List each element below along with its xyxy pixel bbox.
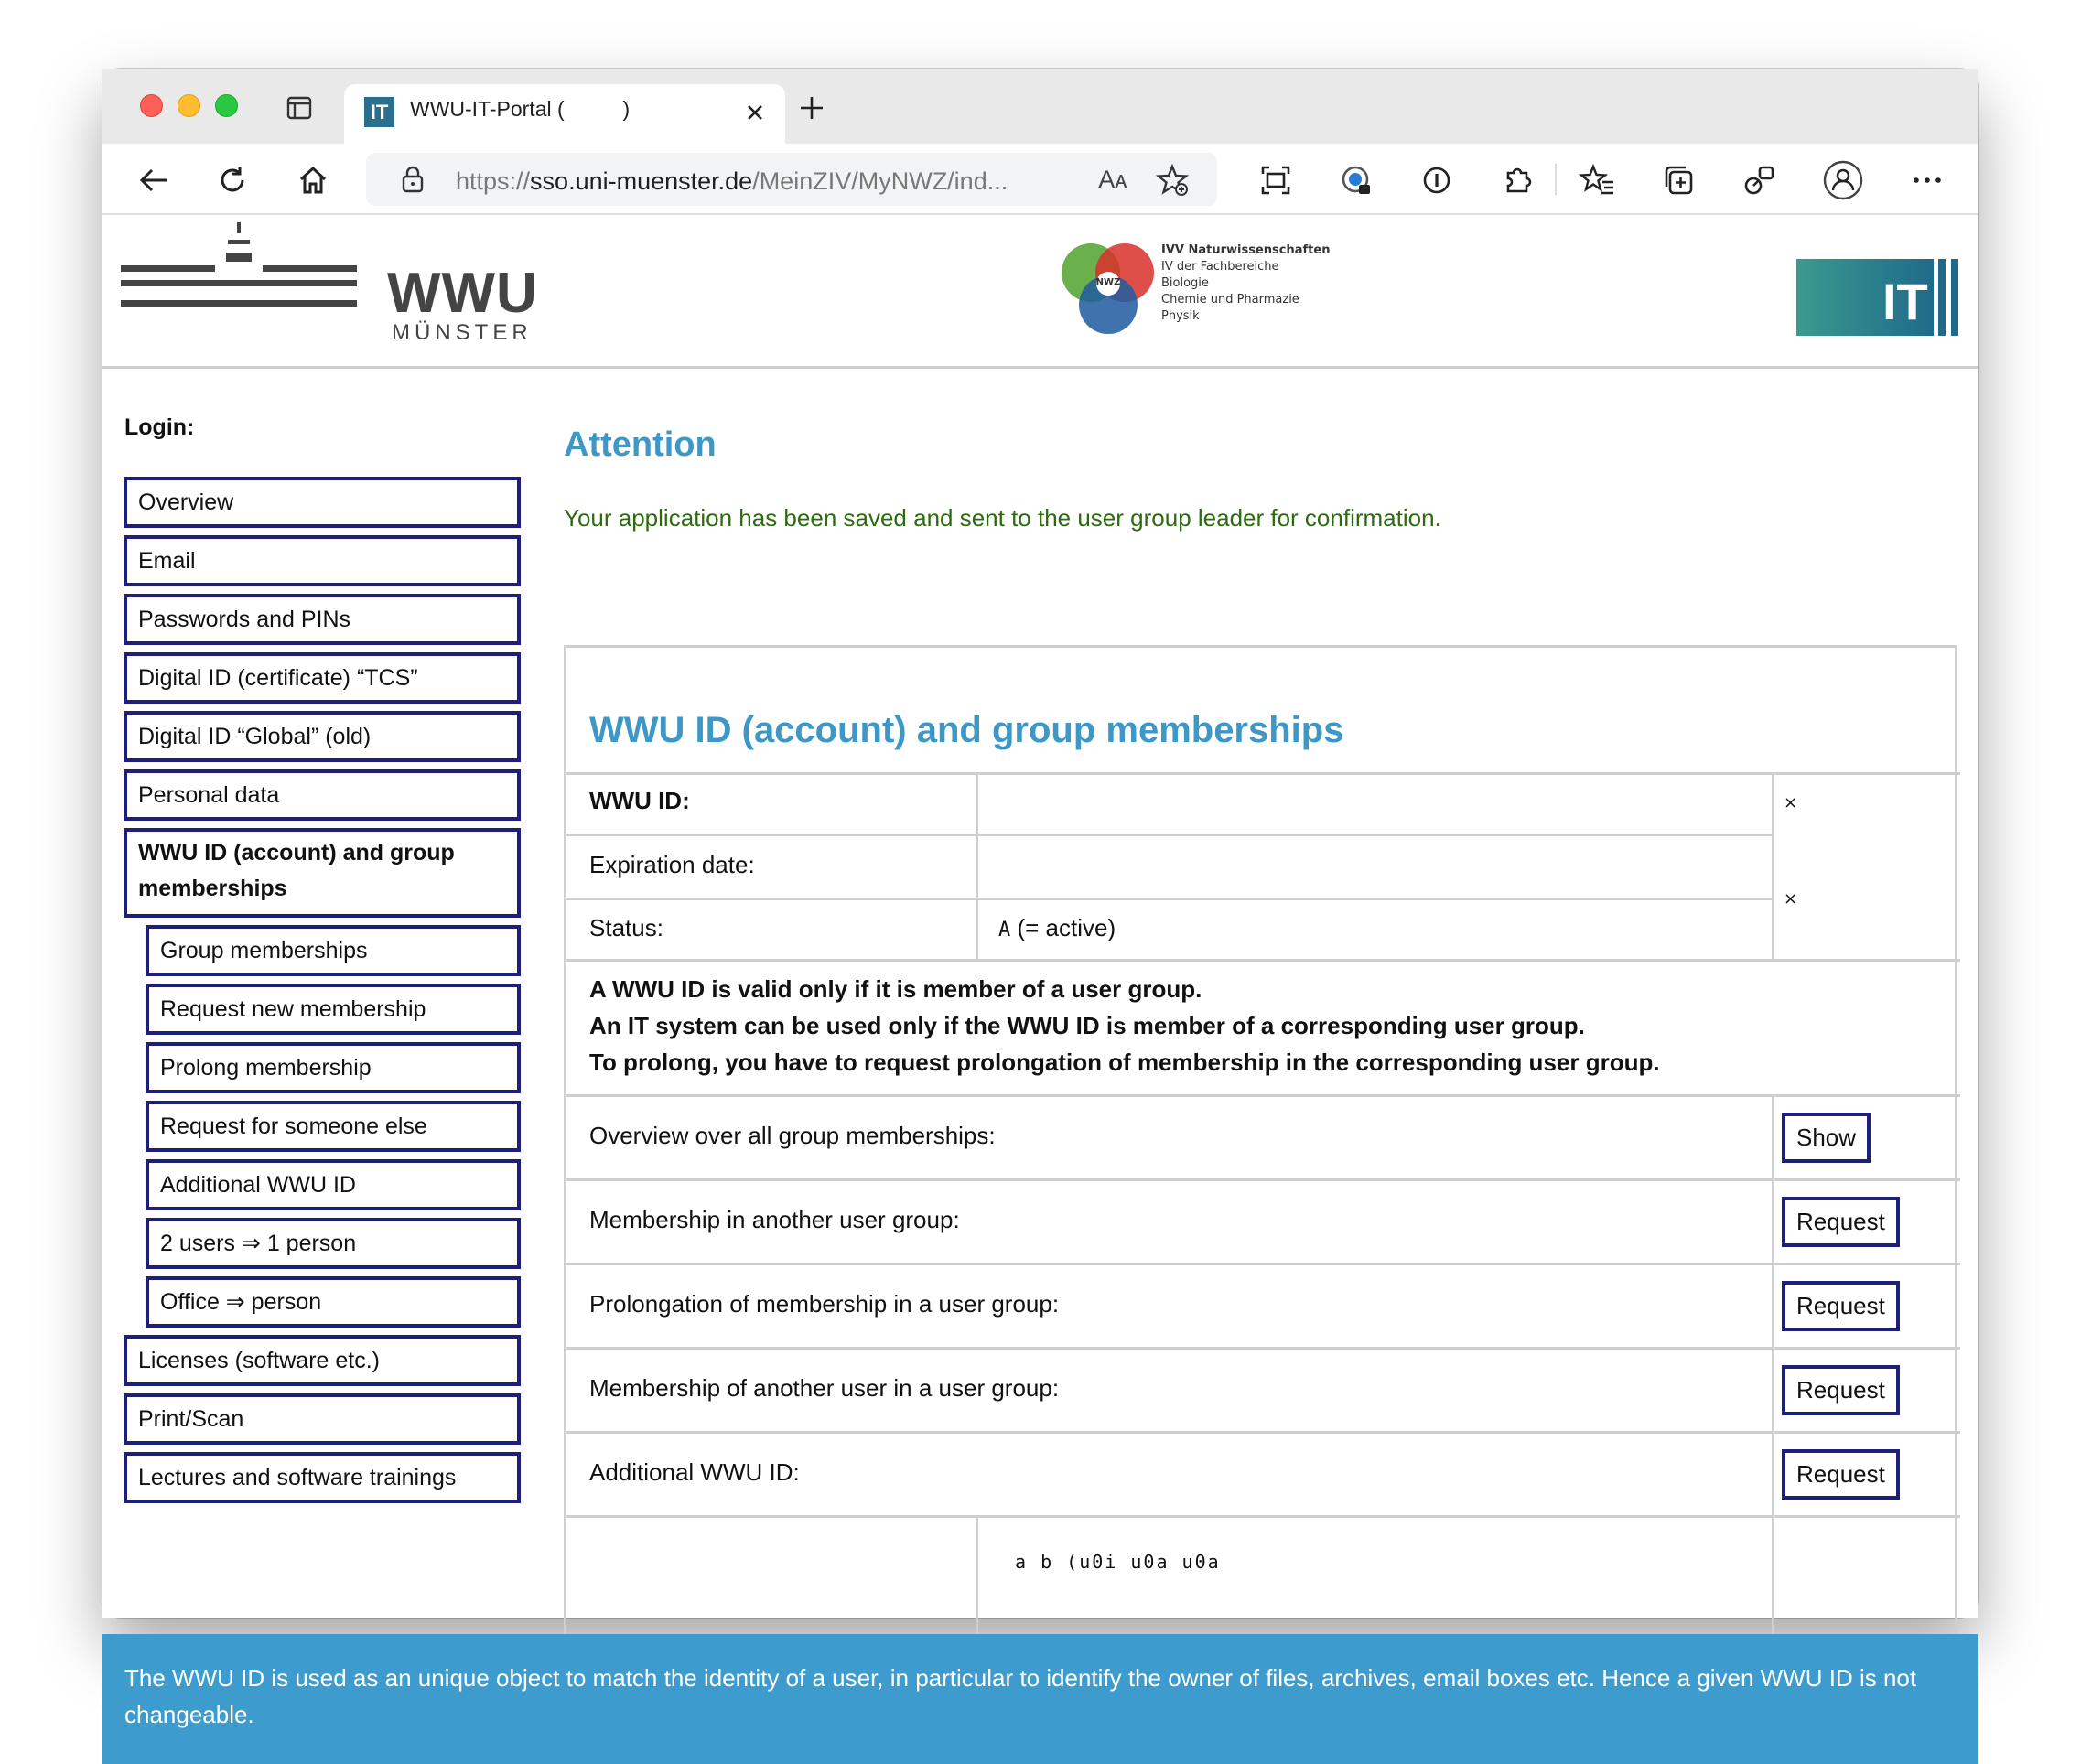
request-another-group-button[interactable]: Request	[1782, 1197, 1900, 1247]
minimize-window-button[interactable]	[178, 94, 200, 117]
info-circle-icon[interactable]	[1418, 162, 1455, 199]
it-favicon-icon: IT	[364, 97, 394, 127]
password-monitor-icon[interactable]	[1338, 162, 1375, 199]
wwu-logo-text: WWU	[387, 262, 538, 325]
divider	[566, 1431, 1960, 1434]
overview-memberships-label: Overview over all group memberships:	[589, 1122, 996, 1149]
wwu-logo-graphic-icon	[121, 222, 395, 346]
nwz-logo-text: IVV Naturwissenschaften IV der Fachbereiche Biologie Chemie und Pharmazie Physik	[1161, 243, 1331, 323]
sidebar-item-email[interactable]: Email	[124, 535, 521, 586]
wwu-logo-subtext: MÜNSTER	[392, 320, 533, 345]
wwu-logo[interactable]	[121, 222, 538, 346]
show-button[interactable]: Show	[1782, 1113, 1871, 1163]
sidebar-item-digital-id-global[interactable]: Digital ID “Global” (old)	[124, 711, 521, 762]
divider	[566, 834, 1774, 836]
sidebar-item-office-person[interactable]: Office ⇒ person	[146, 1276, 521, 1328]
sidebar-item-two-users-one-person[interactable]: 2 users ⇒ 1 person	[146, 1218, 521, 1269]
divider	[566, 898, 1774, 900]
site-header	[102, 215, 1978, 369]
status-value: A (= active)	[998, 914, 1116, 941]
performance-icon[interactable]	[1741, 162, 1777, 199]
sidebar-item-prolong-membership[interactable]: Prolong membership	[146, 1042, 521, 1093]
divider	[566, 1515, 1960, 1518]
sidebar-item-overview[interactable]: Overview	[124, 477, 521, 528]
prolongation-label: Prolongation of membership in a user group:	[589, 1290, 1060, 1318]
divider	[566, 1347, 1960, 1350]
it-logo-text: IT	[1882, 273, 1928, 330]
tab-title: WWU-IT-Portal ( )	[410, 97, 631, 121]
status-label: Status:	[589, 914, 663, 941]
sidebar-item-passwords[interactable]: Passwords and PINs	[124, 594, 521, 645]
sidebar-item-personal-data[interactable]: Personal data	[124, 769, 521, 821]
address-bar[interactable]	[366, 153, 1217, 206]
request-additional-wwu-id-button[interactable]: Request	[1782, 1449, 1900, 1500]
nwz-badge-text: NWZ	[1095, 277, 1121, 287]
wwu-id-label: WWU ID:	[589, 787, 690, 814]
new-tab-icon[interactable]	[798, 94, 825, 122]
screen-capture-icon[interactable]	[1257, 162, 1294, 199]
divider	[976, 772, 978, 959]
info-footer	[102, 1634, 1978, 1764]
footer-text: The WWU ID is used as an unique object to match the identity of a user, in particular to identify the owner of files, archives, email boxes etc. Hence a given WWU ID is not changeable.	[124, 1664, 1917, 1728]
sidebar-item-wwu-id[interactable]: WWU ID (account) and group memberships	[124, 828, 521, 918]
sidebar-item-lectures[interactable]: Lectures and software trainings	[124, 1452, 521, 1503]
divider	[566, 772, 1960, 775]
sidebar-item-request-for-someone-else[interactable]: Request for someone else	[146, 1101, 521, 1152]
divider	[1772, 772, 1774, 959]
sidebar-item-licenses[interactable]: Licenses (software etc.)	[124, 1335, 521, 1386]
section-title: WWU ID (account) and group memberships	[589, 710, 1344, 750]
request-prolongation-button[interactable]: Request	[1782, 1281, 1900, 1331]
toolbar-separator	[1555, 164, 1557, 195]
divider	[566, 959, 1960, 962]
browser-toolbar	[102, 144, 1978, 215]
close-window-button[interactable]	[140, 94, 163, 117]
sidebar-item-group-memberships[interactable]: Group memberships	[146, 925, 521, 976]
url-text[interactable]: https://sso.uni-muenster.de/MeinZIV/MyNWZ/ind...	[456, 167, 1008, 195]
expiration-date-label: Expiration date:	[589, 851, 755, 878]
maximize-window-button[interactable]	[215, 94, 238, 117]
browser-window	[102, 69, 1978, 1728]
home-icon[interactable]	[295, 162, 331, 199]
request-another-user-button[interactable]: Request	[1782, 1365, 1900, 1415]
close-tab-icon[interactable]	[743, 101, 767, 124]
collections-icon[interactable]	[1660, 162, 1697, 199]
nwz-logo-icon[interactable]	[1057, 239, 1159, 341]
another-user-label: Membership of another user in a user group:	[589, 1374, 1060, 1402]
attention-title: Attention	[564, 425, 717, 464]
sidebar-item-digital-id-tcs[interactable]: Digital ID (certificate) “TCS”	[124, 652, 521, 704]
cut-off-row-text: a b (u0i u0a u0a	[1015, 1551, 1221, 1573]
sidebar-item-print-scan[interactable]: Print/Scan	[124, 1393, 521, 1445]
it-logo-bar-2	[1951, 259, 1958, 336]
wwu-id-panel	[564, 645, 1957, 1642]
expiration-status-mark: ×	[1784, 889, 1798, 909]
favorites-icon[interactable]	[1580, 162, 1616, 199]
login-label: Login:	[124, 414, 195, 440]
add-favorite-icon[interactable]	[1155, 164, 1190, 197]
divider	[1772, 1094, 1774, 1643]
lock-icon[interactable]	[399, 166, 426, 193]
additional-wwu-id-label: Additional WWU ID:	[589, 1458, 800, 1486]
reload-icon[interactable]	[214, 162, 251, 199]
more-menu-icon[interactable]	[1909, 162, 1946, 199]
wwu-id-mark: ×	[1784, 793, 1798, 812]
sidebar-item-additional-wwu-id[interactable]: Additional WWU ID	[146, 1159, 521, 1210]
it-logo[interactable]	[1796, 259, 1959, 336]
validity-notes: A WWU ID is valid only if it is member of a user group. An IT system can be used only if the WWU ID is member of a corresponding user group. To prolong, you have to request prolongation of membership in the corresponding user group.	[589, 975, 1660, 1076]
divider	[976, 1515, 978, 1643]
read-aloud-icon[interactable]: Aᴀ	[1098, 165, 1127, 193]
divider	[566, 1094, 1960, 1097]
divider	[566, 1178, 1960, 1181]
sidebar-item-request-new-membership[interactable]: Request new membership	[146, 984, 521, 1035]
it-logo-bar-1	[1938, 259, 1946, 336]
profile-icon[interactable]	[1821, 158, 1865, 202]
tab-actions-icon[interactable]	[286, 94, 313, 122]
another-group-label: Membership in another user group:	[589, 1206, 960, 1233]
tab-active[interactable]	[344, 84, 785, 144]
extensions-icon[interactable]	[1499, 162, 1536, 199]
tab-bar	[102, 69, 1978, 144]
web-page	[102, 215, 1978, 1728]
attention-message: Your application has been saved and sent to the user group leader for confirmation.	[564, 504, 1441, 532]
divider	[566, 1263, 1960, 1265]
back-icon[interactable]	[135, 162, 172, 199]
